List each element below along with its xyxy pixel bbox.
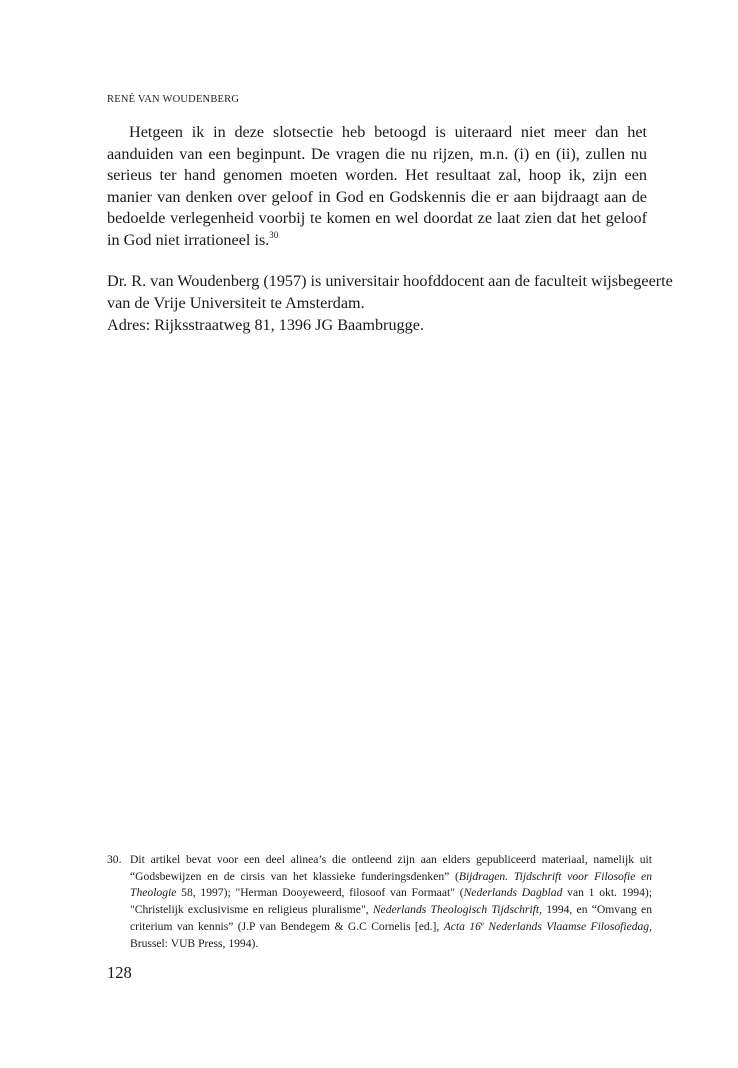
footnote-seg-10: Brussel: VUB Press, 1994).	[130, 936, 259, 950]
footnote-30	[107, 852, 652, 952]
author-address: Adres: Rijksstraatweg 81, 1396 JG Baambrugge.	[107, 315, 424, 334]
footnote-text	[130, 852, 652, 952]
body-paragraph	[107, 122, 647, 252]
footnote-seg-7: , 1994, en “Omvang en criterium van kennis” (J.P van Bendegem & G.C Cornelis [ed.],	[130, 903, 652, 933]
footnote-title-acta: Acta 16	[443, 919, 481, 933]
footnote-seg-3: 58, 1997); "Herman Dooyeweerd, filosoof van Formaat" (	[176, 886, 464, 900]
footnote-title-filosofiedag: Nederlands Vlaamse Filosofiedag,	[484, 919, 653, 933]
author-note-line-1: Dr. R. van Woudenberg (1957) is universitair hoofddocent aan de faculteit wijsbegeerte	[107, 272, 673, 290]
footnote-ordinal-suffix: e	[480, 919, 485, 928]
page-number: 128	[107, 963, 132, 982]
footnote-seg-1: Dit artikel bevat voor een deel alinea’s die ontleend zijn aan elders gepubliceerd materiaal, namelijk uit “Godsbewijzen en de cirsis van het klassieke funderingsdenken” (	[130, 853, 652, 883]
body-paragraph-text: Hetgeen ik in deze slotsectie heb betoogd is uiteraard niet meer dan het aanduiden van een beginpunt. De vragen die nu rijzen, m.n. (i) en (ii), zullen nu serieus ter hand genomen moeten worden. Het resultaat zal, hoop ik, zijn een manier van denken over geloof in God en Godskennis die er aan bijdraagt aan de bedoelde verlegenheid voorbij te komen en wel doordat ze laat zien dat het geloof in God niet irrationeel is.	[107, 123, 647, 249]
author-note-line-2: van de Vrije Universiteit te Amsterdam.	[107, 293, 365, 312]
author-note	[107, 271, 673, 336]
footnote-number: 30.	[107, 853, 122, 866]
footnote-title-dagblad: Nederlands Dagblad	[463, 886, 563, 900]
running-head: RENÉ VAN WOUDENBERG	[107, 94, 240, 105]
footnote-seg-5: van 1 okt. 1994); "Christelijk exclusivisme en religieus pluralisme",	[130, 886, 652, 917]
footnote-title-ntt: Nederlands Theologisch Tijdschrift	[372, 903, 540, 917]
footnote-title-bijdragen: Bijdragen. Tijdschrift voor Filosofie en Theologie	[130, 869, 652, 900]
footnote-reference[interactable]: 30	[269, 229, 279, 240]
